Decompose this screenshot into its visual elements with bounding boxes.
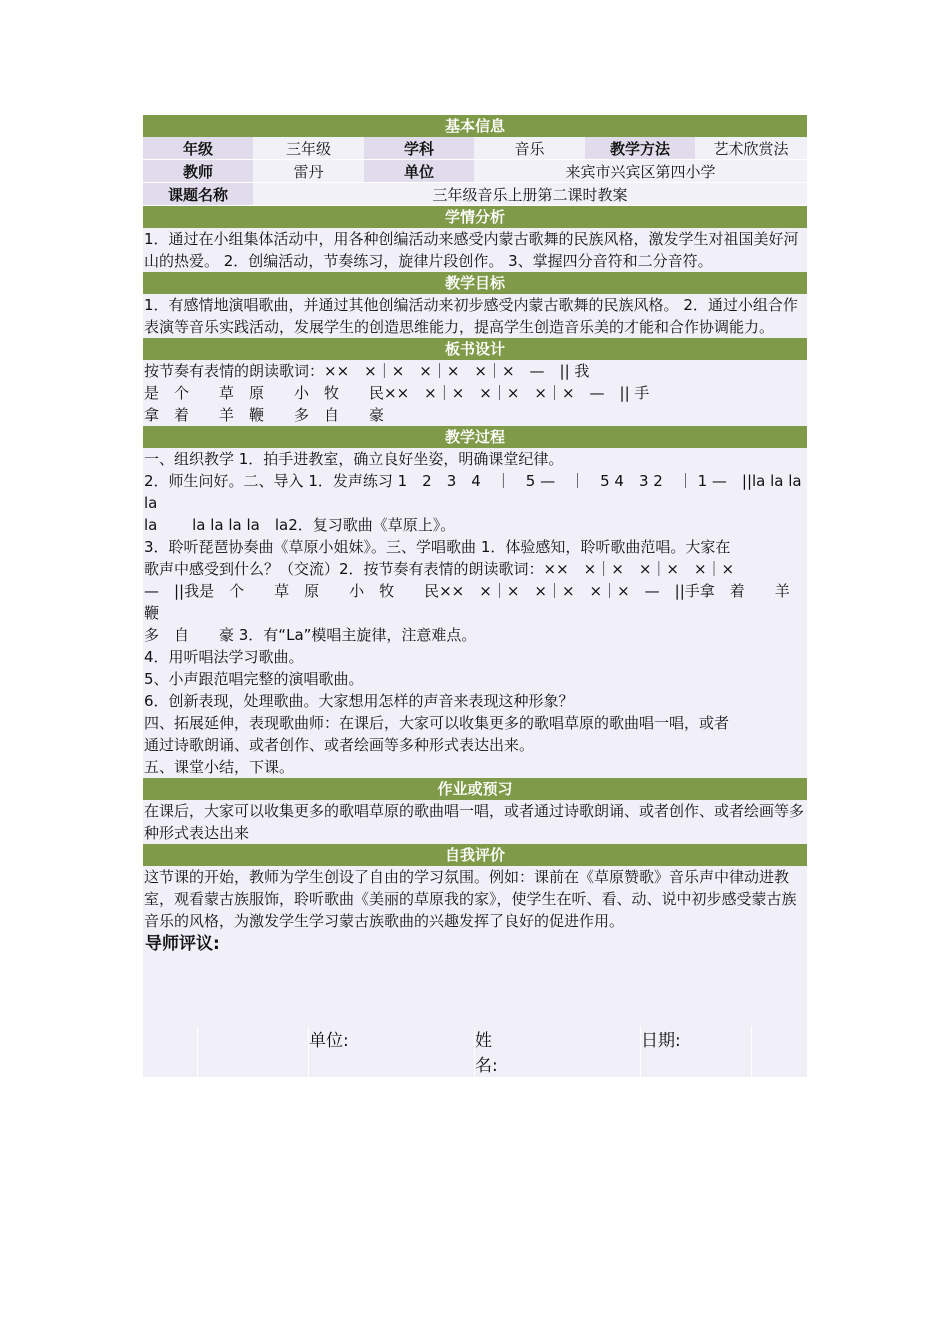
unit-signature-label: 单位: [309,1031,349,1051]
date-signature-label: 日期: [641,1031,681,1051]
board-text [143,360,807,426]
mentor-comment-title: 导师评议: [145,934,220,954]
teacher-label: 教师 [143,160,253,182]
method-label: 教学方法 [585,137,695,159]
analysis-paragraph: 1．通过在小组集体活动中，用各种创编活动来感受内蒙古歌舞的民族风格，激发学生对祖国美好河山的热爱。 2．创编活动，节奏练习，旋律片段创作。 3、掌握四分音符和二分音符。 [144,230,799,270]
process-line: 通过诗歌朗诵、或者创作、或者绘画等多种形式表达出来。 [144,736,535,754]
name-signature-label-2: 名: [475,1056,498,1076]
topic-label: 课题名称 [143,183,253,205]
info-row-2 [143,160,807,183]
process-text [143,448,807,778]
signature-cell-blank [143,1027,198,1077]
signature-cell-blank [752,1027,807,1077]
process-line: 多 自 豪 3．有“La”模唱主旋律，注意难点。 [144,626,477,644]
process-line: 一、组织教学 1．拍手进教室，确立良好坐姿，明确课堂纪律。 [144,450,564,468]
process-line: — ||我是 个 草 原 小 牧 民×× ×｜× ×｜× ×｜× — ||手拿 着 羊 鞭 [144,582,805,622]
process-line: 5、小声跟范唱完整的演唱歌曲。 [144,670,364,688]
process-line: 五、课堂小结，下课。 [144,758,295,776]
goals-paragraph: 1．有感情地演唱歌曲，并通过其他创编活动来初步感受内蒙古歌舞的民族风格。 2．通过小组合作表演等音乐实践活动，发展学生的创造思维能力，提高学生创造音乐美的才能和合作协调能力。 [144,296,798,336]
info-row-3 [143,183,807,206]
unit-label: 单位 [364,160,474,182]
grade-label: 年级 [143,137,253,159]
topic-value: 三年级音乐上册第二课时教案 [253,183,807,205]
date-signature-cell [641,1027,752,1077]
self-eval-text [143,866,807,932]
section-header-self-eval: 自我评价 [143,844,807,866]
board-line: 拿 着 羊 鞭 多 自 豪 [144,406,385,424]
method-value: 艺术欣赏法 [695,137,807,159]
process-line: 四、拓展延伸，表现歌曲师：在课后，大家可以收集更多的歌唱草原的歌曲唱一唱，或者 [144,714,730,732]
board-line: 按节奏有表情的朗读歌词：×× ×｜× ×｜× ×｜× — || 我 [144,362,590,380]
homework-paragraph: 在课后，大家可以收集更多的歌唱草原的歌曲唱一唱，或者通过诗歌朗诵、或者创作、或者绘画等多种形式表达出来 [144,802,805,842]
goals-text [143,294,807,338]
process-line: la la la la la la2．复习歌曲《草原上》。 [144,516,456,534]
section-header-basic-info: 基本信息 [143,115,807,137]
section-header-board: 板书设计 [143,338,807,360]
homework-text [143,800,807,844]
lesson-plan-table [143,115,807,1077]
signature-cell-blank [198,1027,309,1077]
self-eval-paragraph: 这节课的开始，教师为学生创设了自由的学习氛围。例如：课前在《草原赞歌》音乐声中律动进教室，观看蒙古族服饰，聆听歌曲《美丽的草原我的家》，使学生在听、看、动、说中初步感受蒙古族音乐的风格，为激发学生学习蒙古族歌曲的兴趣发挥了良好的促进作用。 [144,868,797,930]
process-line: 3．聆听琵琶协奏曲《草原小姐妹》。三、学唱歌曲 1．体验感知，聆听歌曲范唱。大家在 [144,538,731,556]
section-header-analysis: 学情分析 [143,206,807,228]
process-line: 歌声中感受到什么？（交流）2．按节奏有表情的朗读歌词：×× ×｜× ×｜× ×｜× [144,560,735,578]
signature-row [143,1027,807,1077]
section-header-goals: 教学目标 [143,272,807,294]
unit-value: 来宾市兴宾区第四小学 [474,160,807,182]
name-signature-cell [475,1027,641,1077]
section-header-homework: 作业或预习 [143,778,807,800]
process-line: 2．师生问好。二、导入 1．发声练习 1 2 3 4 ｜ 5 — ｜ 5 4 3 2 ｜ 1 — ||la la la la [144,472,807,512]
unit-signature-cell [309,1027,475,1077]
process-line: 6．创新表现，处理歌曲。大家想用怎样的声音来表现这种形象？ [144,692,574,710]
teacher-value: 雷丹 [253,160,364,182]
subject-label: 学科 [364,137,474,159]
grade-value: 三年级 [253,137,364,159]
analysis-text [143,228,807,272]
board-line: 是 个 草 原 小 牧 民×× ×｜× ×｜× ×｜× — || 手 [144,384,650,402]
info-row-1 [143,137,807,160]
process-line: 4．用听唱法学习歌曲。 [144,648,304,666]
name-signature-label-1: 姓 [475,1031,492,1051]
mentor-comment-area [143,932,807,1027]
section-header-process: 教学过程 [143,426,807,448]
subject-value: 音乐 [474,137,585,159]
